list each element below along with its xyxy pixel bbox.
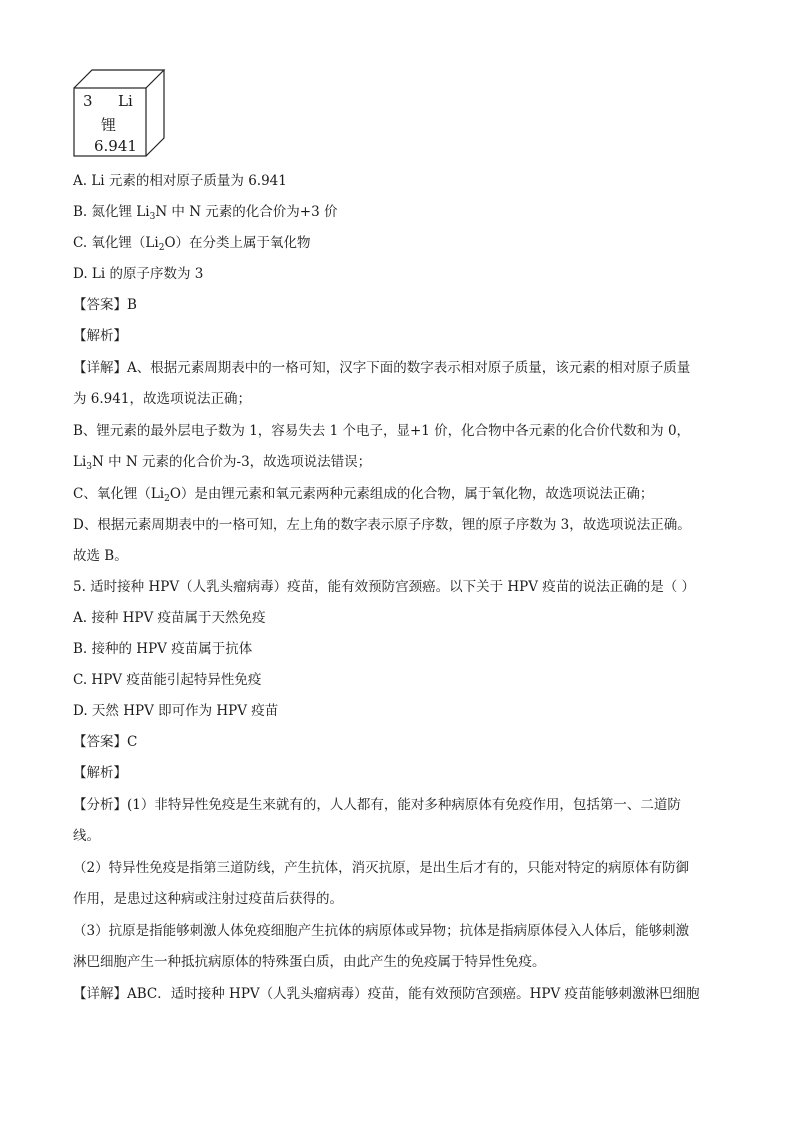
q5-option-c: C. HPV 疫苗能引起特异性免疫	[73, 672, 262, 688]
q4-detail-line: 为 6.941，故选项说法正确；	[73, 391, 251, 407]
q4-conclusion: 故选 B。	[73, 548, 128, 564]
element-name: 锂	[101, 116, 117, 134]
element-symbol: Li	[118, 92, 133, 110]
atomic-number: 3	[83, 92, 93, 110]
q4-detail-line: D、根据元素周期表中的一格可知，左上角的数字表示原子序数，锂的原子序数为 3，故选项说法正确。	[73, 517, 691, 533]
q4-detail-line: C、氧化锂$(Li_2O)$是由锂元素和氧元素两种元素组成的化合物，属于氧化物，故选项说法正确；	[73, 486, 654, 504]
q5-analysis-line: （3）抗原是指能够刺激人体免疫细胞产生抗体的病原体或异物；抗体是指病原体侵入人体后，能够刺激	[73, 923, 690, 939]
q4-detail-line: B、锂元素的最外层电子数为 1，容易失去 1 个电子，显+1 价，化合物中各元素的化合价代数和为 0，	[73, 423, 691, 439]
q4-option-b: B. 氮化锂 $Li_3N$ 中 N 元素的化合价为+3 价	[73, 204, 338, 222]
q5-option-b: B. 接种的 HPV 疫苗属于抗体	[73, 641, 253, 657]
atomic-mass: 6.941	[94, 137, 137, 155]
q5-detail-line: 【详解】ABC．适时接种 HPV（人乳头瘤病毒）疫苗，能有效预防宫颈癌。HPV 疫苗能够刺激淋巴细胞	[73, 986, 700, 1002]
q5-analysis-line: 淋巴细胞产生一种抵抗病原体的特殊蛋白质，由此产生的免疫属于特异性免疫。	[73, 954, 546, 970]
q5-analysis-line: 作用，是患过这种病或注射过疫苗后获得的。	[73, 891, 343, 907]
q4-option-d: D. Li 的原子序数为 3	[73, 266, 204, 282]
q4-option-a: A. Li 元素的相对原子质量为 6.941	[73, 173, 287, 189]
q4-detail-line: $Li_3N$ 中 N 元素的化合价为-3，故选项说法错误；	[73, 454, 372, 472]
periodic-table-cell	[72, 68, 168, 160]
q5-analysis-line: （2）特异性免疫是指第三道防线，产生抗体，消灭抗原，是出生后才有的，只能对特定的病原体有防御	[73, 860, 690, 876]
q4-analysis-heading: 【解析】	[73, 328, 127, 344]
q5-answer: 【答案】C	[73, 734, 138, 750]
q5-analysis-line: 线。	[73, 828, 100, 844]
q4-detail-line: 【详解】A、根据元素周期表中的一格可知，汉字下面的数字表示相对原子质量，该元素的相对原子质量	[73, 360, 691, 376]
q5-analysis-line: 【分析】(1）非特异性免疫是生来就有的，人人都有，能对多种病原体有免疫作用，包括第一、二道防	[73, 797, 681, 813]
q4-answer: 【答案】B	[73, 297, 137, 313]
q5-option-d: D. 天然 HPV 即可作为 HPV 疫苗	[73, 703, 279, 719]
q5-analysis-heading: 【解析】	[73, 765, 127, 781]
q5-option-a: A. 接种 HPV 疫苗属于天然免疫	[73, 610, 266, 626]
q4-option-c: C. 氧化锂$(Li_2O)$在分类上属于氧化物	[73, 235, 311, 253]
q5-stem: 5. 适时接种 HPV（人乳头瘤病毒）疫苗，能有效预防宫颈癌。以下关于 HPV 疫苗的说法正确的是（ ）	[73, 579, 696, 595]
